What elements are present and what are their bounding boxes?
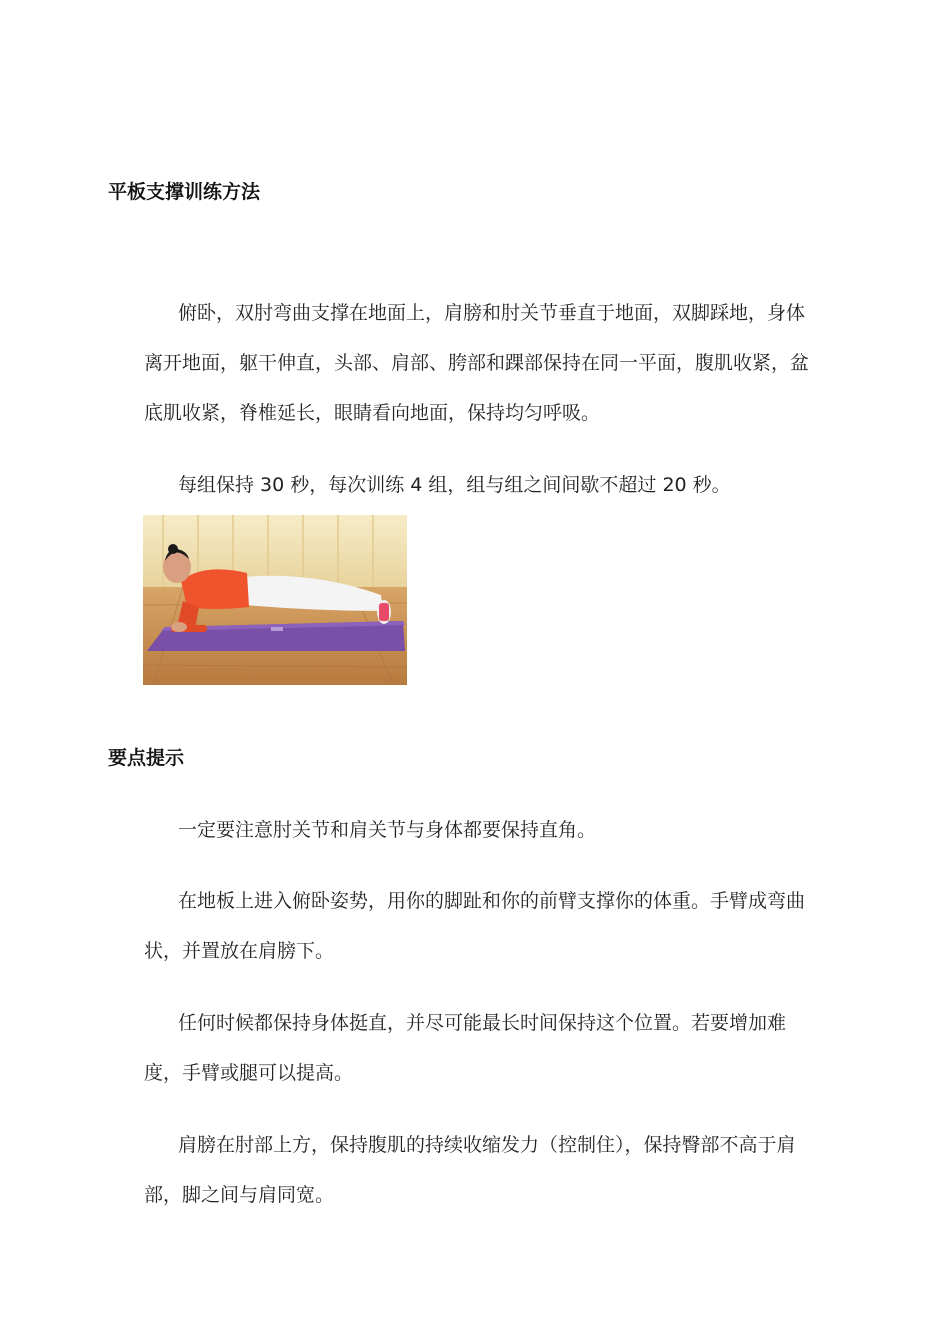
paragraph-key-point-3: 任何时候都保持身体挺直，并尽可能最长时间保持这个位置。若要增加难度，手臂或腿可以提高。 xyxy=(144,1012,787,1084)
section-heading-key-points: 要点提示 xyxy=(108,747,185,769)
paragraph-sets-and-rest: 每组保持 30 秒，每次训练 4 组，组与组之间间歇不超过 20 秒。 xyxy=(178,474,731,496)
section-heading-training-method: 平板支撑训练方法 xyxy=(108,181,261,203)
paragraph-plank-description: 俯卧，双肘弯曲支撑在地面上，肩膀和肘关节垂直于地面，双脚踩地，身体离开地面，躯干伸直，头部、肩部、胯部和踝部保持在同一平面，腹肌收紧，盆底肌收紧，脊椎延长，眼睛看向地面，保持均匀呼吸。 xyxy=(144,302,810,424)
orange-jacket xyxy=(181,569,249,609)
paragraph-key-point-1: 一定要注意肘关节和肩关节与身体都要保持直角。 xyxy=(178,819,597,841)
paragraph-key-point-4: 肩膀在肘部上方，保持腹肌的持续收缩发力（控制住），保持臀部不高于肩部，脚之间与肩同宽。 xyxy=(144,1134,796,1206)
plank-exercise-photo xyxy=(143,515,407,685)
paragraph-key-point-2: 在地板上进入俯卧姿势，用你的脚趾和你的前臂支撑你的体重。手臂成弯曲状，并置放在肩膀下。 xyxy=(144,890,806,962)
